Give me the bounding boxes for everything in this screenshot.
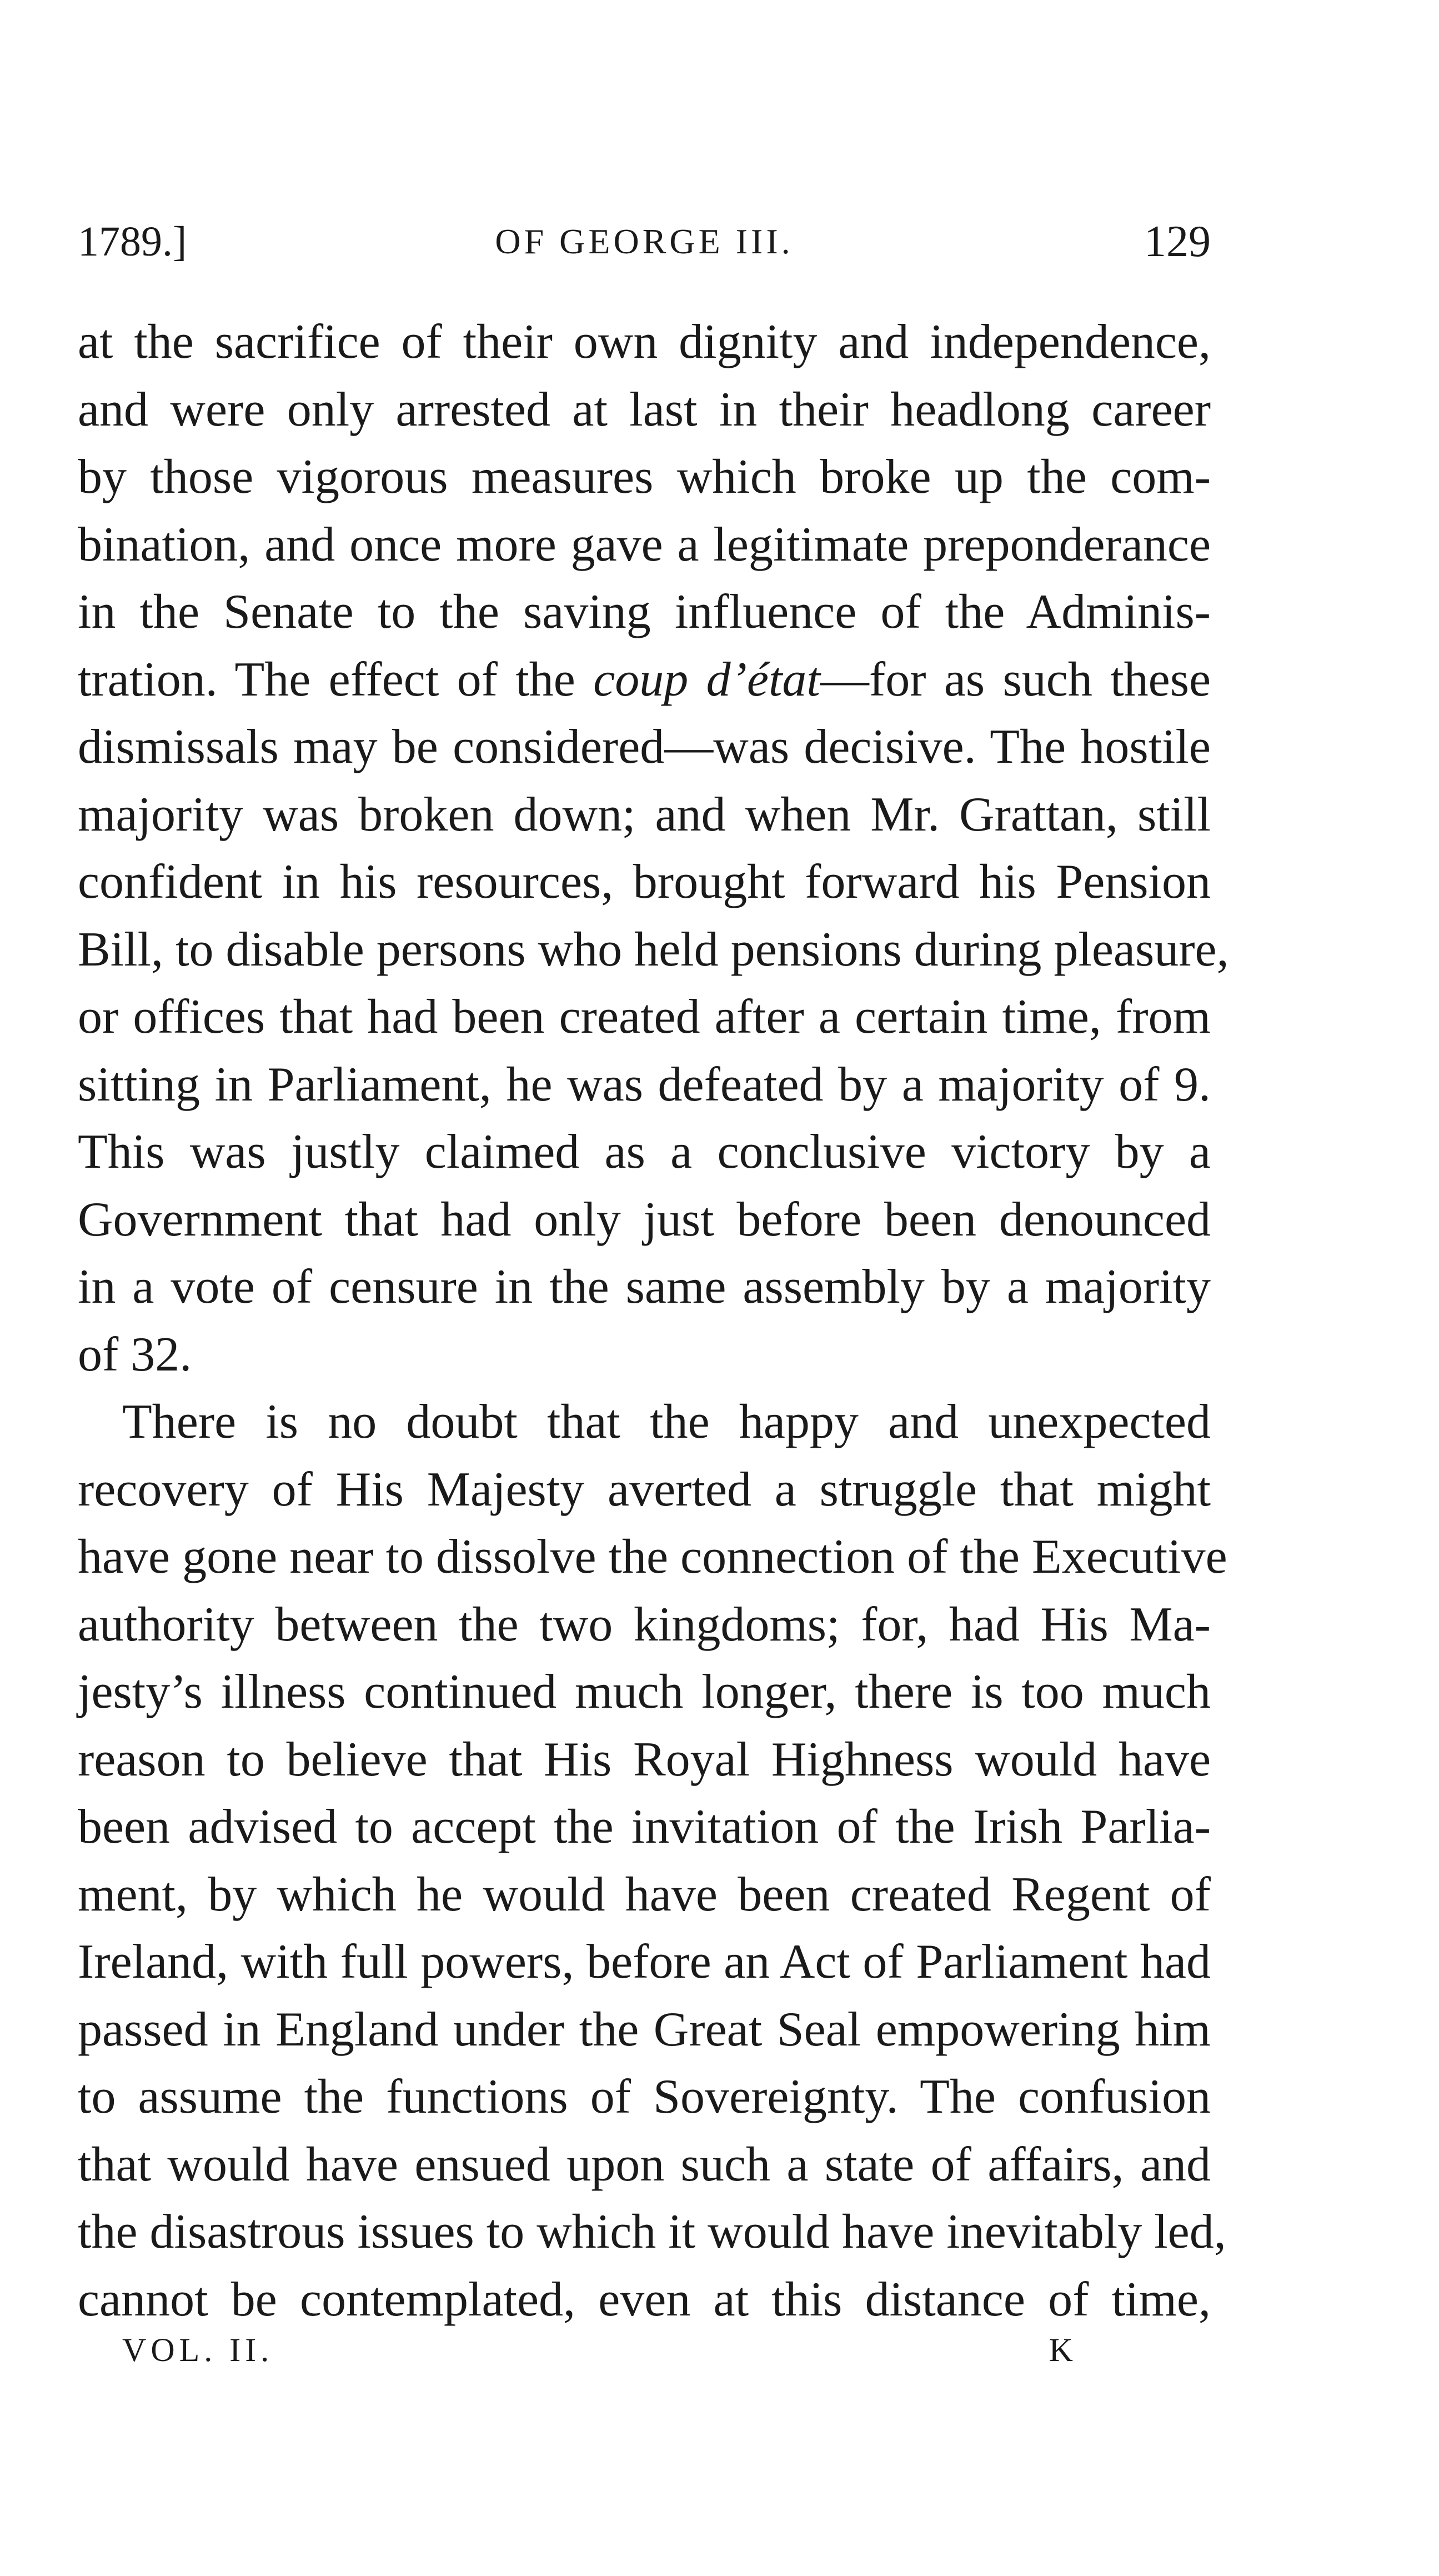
text-line: dismissals may be considered—was decisive. The hostile — [78, 720, 1211, 774]
text-line: have gone near to dissolve the connection of the Executive — [78, 1530, 1227, 1584]
text-line: sitting in Parliament, he was defeated by a majority of 9. — [78, 1057, 1211, 1112]
text-line: been advised to accept the invitation of the Irish Parlia- — [78, 1800, 1211, 1854]
text-line: tration. The effect of the coup d’état—for as such these — [78, 652, 1211, 707]
text-line: Government that had only just before been denounced — [78, 1192, 1211, 1247]
text-line: of 32. — [78, 1327, 192, 1382]
text-line: in the Senate to the saving influence of the Adminis- — [78, 585, 1211, 639]
text-line: Bill, to disable persons who held pensions during pleasure, — [78, 922, 1229, 977]
italic-phrase: coup d’état — [593, 652, 820, 707]
running-head — [78, 211, 1211, 272]
body-text — [78, 308, 1229, 2333]
volume-label: VOL. II. — [122, 2332, 274, 2368]
text-line: bination, and once more gave a legitimate preponderance — [78, 517, 1211, 572]
running-head-title: OF GEORGE III. — [495, 222, 794, 261]
text-line: authority between the two kingdoms; for, had His Ma- — [78, 1597, 1211, 1652]
text-line: This was justly claimed as a conclusive victory by a — [78, 1125, 1211, 1179]
text-line: reason to believe that His Royal Highness would have — [78, 1732, 1211, 1787]
paragraph-2 — [78, 1388, 1227, 2333]
running-head-date: 1789.] — [78, 218, 187, 265]
signature-mark: K — [1049, 2332, 1077, 2368]
text-line: There is no doubt that the happy and unexpected — [122, 1395, 1211, 1449]
text-line: the disastrous issues to which it would have inevitably led, — [78, 2205, 1226, 2259]
page-footer — [122, 2322, 1077, 2378]
text-line: and were only arrested at last in their headlong career — [78, 382, 1211, 437]
text-line: jesty’s illness continued much longer, there is too much — [78, 1665, 1211, 1719]
text-line: in a vote of censure in the same assembly by a majority — [78, 1260, 1211, 1314]
text-line: Ireland, with full powers, before an Act of Parliament had — [78, 1935, 1211, 1989]
text-line: to assume the functions of Sovereignty. The confusion — [78, 2070, 1211, 2124]
text-line: ment, by which he would have been created Regent of — [78, 1867, 1211, 1922]
text-line: at the sacrifice of their own dignity and independence, — [78, 315, 1211, 369]
text-line: that would have ensued upon such a state of affairs, and — [78, 2137, 1211, 2192]
paragraph-1 — [78, 308, 1229, 1388]
text-line: confident in his resources, brought forward his Pension — [78, 855, 1211, 909]
text-line: by those vigorous measures which broke up the com- — [78, 450, 1211, 504]
page-number: 129 — [1144, 217, 1211, 266]
text-line: majority was broken down; and when Mr. Grattan, still — [78, 787, 1211, 842]
text-line: passed in England under the Great Seal empowering him — [78, 2002, 1211, 2057]
text-line: or offices that had been created after a certain time, from — [78, 990, 1211, 1044]
text-line: cannot be contemplated, even at this distance of time, — [78, 2272, 1211, 2327]
text-line: recovery of His Majesty averted a struggle that might — [78, 1462, 1211, 1517]
